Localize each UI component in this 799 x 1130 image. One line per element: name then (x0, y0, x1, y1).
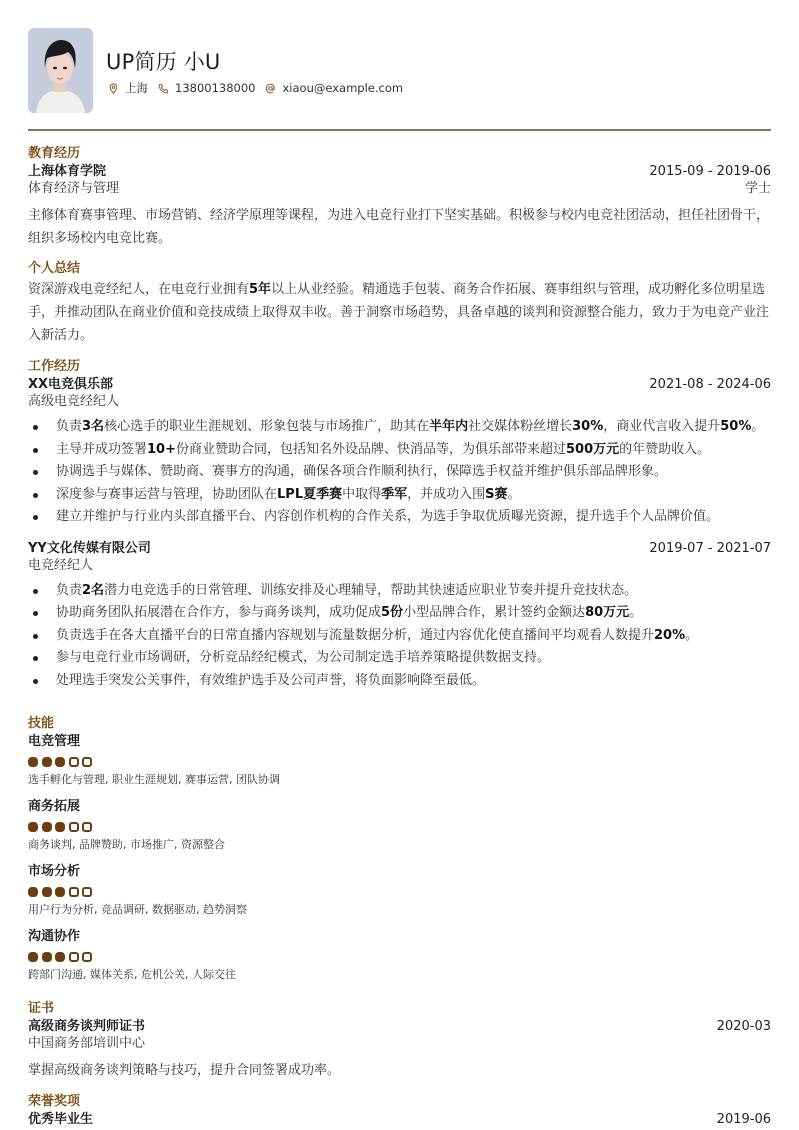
location-pin-icon (108, 83, 119, 94)
contact-info (108, 80, 413, 96)
job-date: 2019-07 - 2021-07 (649, 540, 771, 556)
rating-dot-filled-icon (55, 887, 65, 897)
text-segment: 以上从业经验。精通选手包装、商务合作拓展、赛事组织与管理，成功孵化多位明星选手，并推动团队在商业价值和竞技成绩上取得双丰收。善于洞察市场趋势，具备卓越的谈判和资源整合能力，致力于为电竞产业注入新活力。 (28, 282, 770, 343)
rating-dot-filled-icon (55, 952, 65, 962)
job-date: 2021-08 - 2024-06 (649, 377, 771, 392)
certificate-name: 高级商务谈判师证书 (28, 1019, 146, 1034)
job-bullets (28, 580, 771, 693)
award-name: 优秀毕业生 (28, 1112, 94, 1127)
job-bullet (28, 416, 771, 439)
job-bullets (28, 416, 771, 529)
rating-dot-empty-icon (82, 822, 92, 832)
section-title-awards: 荣誉奖项 (28, 1094, 81, 1109)
text-segment: 核心选手的职业生涯规划、形象包装与市场推广，助其在 (104, 419, 430, 434)
job-bullet (28, 647, 771, 670)
company-name: XX电竞俱乐部 (28, 377, 114, 392)
contact-location (108, 80, 148, 96)
skill-item (28, 798, 771, 853)
rating-dot-empty-icon (69, 952, 79, 962)
rating-dot-filled-icon (55, 822, 65, 832)
highlight-text: 500万元 (566, 441, 620, 457)
section-title-certificates: 证书 (28, 1001, 55, 1016)
text-segment: 建立并维护与行业内头部直播平台、内容创作机构的合作关系，为选手争取优质曝光资源，提升选手个人品牌价值。 (56, 509, 720, 524)
rating-dot-filled-icon (42, 822, 52, 832)
certificates-section (28, 1001, 771, 1082)
text-segment: 参与电竞行业市场调研，分析竞品经纪模式，为公司制定选手培养策略提供数据支持。 (56, 650, 551, 665)
text-segment: 。 (629, 605, 643, 620)
avatar (28, 28, 93, 113)
contact-email (265, 81, 403, 95)
section-title-skills: 技能 (28, 716, 55, 731)
section-title-work: 工作经历 (28, 359, 81, 374)
skill-item (28, 733, 771, 788)
highlight-text: LPL夏季赛 (277, 486, 343, 502)
highlight-text: 5份 (381, 605, 404, 620)
job-bullet (28, 625, 771, 648)
text-segment: 处理选手突发公关事件，有效维护选手及公司声誉，将负面影响降至最低。 (56, 672, 486, 688)
text-segment: 份商业赞助合同，包括知名外设品牌、快消品等，为俱乐部带来超过 (176, 441, 567, 457)
email-at-icon (265, 83, 276, 94)
rating-dot-empty-icon (82, 757, 92, 767)
skill-level-rating (28, 822, 771, 832)
rating-dot-filled-icon (28, 822, 38, 832)
rating-dot-filled-icon (42, 952, 52, 962)
highlight-text: 50% (720, 419, 752, 434)
skill-tags: 商务谈判, 品牌赞助, 市场推广, 资源整合 (28, 838, 225, 851)
skill-name: 沟通协作 (28, 929, 81, 944)
highlight-text: 30% (572, 419, 604, 434)
degree: 学士 (744, 181, 771, 196)
skill-tags: 跨部门沟通, 媒体关系, 危机公关, 人际交往 (28, 968, 236, 981)
job-bullet (28, 461, 771, 484)
job-bullet (28, 580, 771, 603)
rating-dot-empty-icon (82, 952, 92, 962)
summary-section (28, 261, 771, 347)
skill-name: 商务拓展 (28, 799, 81, 814)
text-segment: 主导并成功签署 (56, 441, 148, 457)
profile-photo-icon (28, 28, 93, 113)
rating-dot-filled-icon (55, 757, 65, 767)
email-text: xiaou@example.com (282, 81, 404, 95)
phone-icon (158, 83, 169, 94)
job-bullet (28, 439, 771, 462)
rating-dot-filled-icon (42, 887, 52, 897)
education-description: 主修体育赛事管理、市场营销、经济学原理等课程，为进入电竞行业打下坚实基础。积极参与校内电竞社团活动，担任社团骨干，组织多场校内电竞比赛。 (28, 208, 770, 246)
text-segment: 。 (507, 486, 521, 502)
rating-dot-filled-icon (28, 887, 38, 897)
location-text: 上海 (125, 81, 148, 95)
text-segment: 协助商务团队拓展潜在合作方，参与商务谈判，成功促成 (56, 605, 382, 620)
skill-item (28, 928, 771, 983)
rating-dot-filled-icon (28, 952, 38, 962)
text-segment: 。 (751, 419, 765, 434)
skill-level-rating (28, 757, 771, 767)
school-name: 上海体育学院 (28, 164, 107, 179)
rating-dot-empty-icon (69, 887, 79, 897)
work-section (28, 359, 771, 692)
text-segment: 社交媒体粉丝增长 (468, 419, 573, 434)
education-section (28, 146, 771, 250)
phone-text: 13800138000 (175, 81, 256, 95)
text-segment: 深度参与赛事运营与管理，协助团队在 (56, 486, 278, 502)
summary-text (28, 278, 771, 347)
awards-section (28, 1094, 771, 1128)
text-segment: ，商业代言收入提升 (603, 419, 721, 434)
section-title-summary: 个人总结 (28, 261, 81, 276)
highlight-text: 3名 (82, 419, 105, 434)
skill-tags: 用户行为分析, 竞品调研, 数据驱动, 趋势洞察 (28, 903, 247, 916)
text-segment: ，并成功入围 (407, 486, 486, 502)
skill-level-rating (28, 952, 771, 962)
skill-name: 电竞管理 (28, 734, 81, 749)
contact-phone (158, 81, 255, 95)
rating-dot-empty-icon (69, 757, 79, 767)
rating-dot-filled-icon (28, 757, 38, 767)
highlight-text: 半年内 (429, 419, 469, 434)
text-segment: 的年赞助收入。 (619, 441, 711, 457)
skill-name: 市场分析 (28, 864, 81, 879)
certificate-date: 2020-03 (716, 1019, 771, 1034)
text-segment: 中取得 (342, 486, 382, 502)
header-divider (28, 129, 771, 131)
text-segment: 。 (685, 627, 699, 643)
highlight-text: 2名 (82, 582, 105, 598)
skills-section (28, 716, 771, 983)
text-segment: 潜力电竞选手的日常管理、训练安排及心理辅导，帮助其快速适应职业节奏并提升竞技状态。 (104, 582, 638, 598)
highlight-text: 10+ (147, 441, 176, 457)
text-segment: 负责 (56, 419, 83, 434)
text-segment: 负责选手在各大直播平台的日常直播内容规划与流量数据分析，通过内容优化使直播间平均观看人数提升 (56, 627, 655, 643)
resume-header (28, 0, 771, 130)
resume-page (28, 0, 771, 1127)
job-bullet (28, 506, 771, 529)
text-segment: 协调选手与媒体、赞助商、赛事方的沟通，确保各项合作顺利执行，保障选手权益并维护俱乐部品牌形象。 (56, 464, 668, 479)
job-entry (28, 540, 771, 693)
education-date: 2015-09 - 2019-06 (649, 164, 771, 179)
certificate-issuer: 中国商务部培训中心 (28, 1036, 146, 1051)
skill-tags: 选手孵化与管理, 职业生涯规划, 赛事运营, 团队协调 (28, 773, 280, 786)
job-role: 电竞经纪人 (28, 557, 94, 573)
highlight-text: 季军 (381, 486, 408, 502)
award-date: 2019-06 (716, 1112, 771, 1127)
certificate-description: 掌握高级商务谈判策略与技巧，提升合同签署成功率。 (28, 1063, 341, 1078)
text-segment: 负责 (56, 582, 83, 598)
candidate-name: UP简历 小U (106, 50, 221, 74)
job-bullet (28, 602, 771, 625)
section-title-education: 教育经历 (28, 146, 81, 161)
text-segment: 资深游戏电竞经纪人，在电竞行业拥有 (28, 282, 250, 297)
rating-dot-empty-icon (82, 887, 92, 897)
highlight-text: 20% (654, 627, 686, 643)
rating-dot-empty-icon (69, 822, 79, 832)
highlight-text: 5年 (249, 282, 272, 297)
highlight-text: 80万元 (585, 605, 630, 620)
major: 体育经济与管理 (28, 181, 120, 196)
skill-level-rating (28, 887, 771, 897)
highlight-text: S赛 (485, 486, 508, 502)
skill-item (28, 863, 771, 918)
rating-dot-filled-icon (42, 757, 52, 767)
job-bullet (28, 670, 771, 693)
job-bullet (28, 484, 771, 507)
company-name: YY文化传媒有限公司 (28, 540, 151, 556)
job-role: 高级电竞经纪人 (28, 394, 120, 409)
job-entry (28, 376, 771, 529)
text-segment: 小型品牌合作，累计签约金额达 (403, 605, 586, 620)
